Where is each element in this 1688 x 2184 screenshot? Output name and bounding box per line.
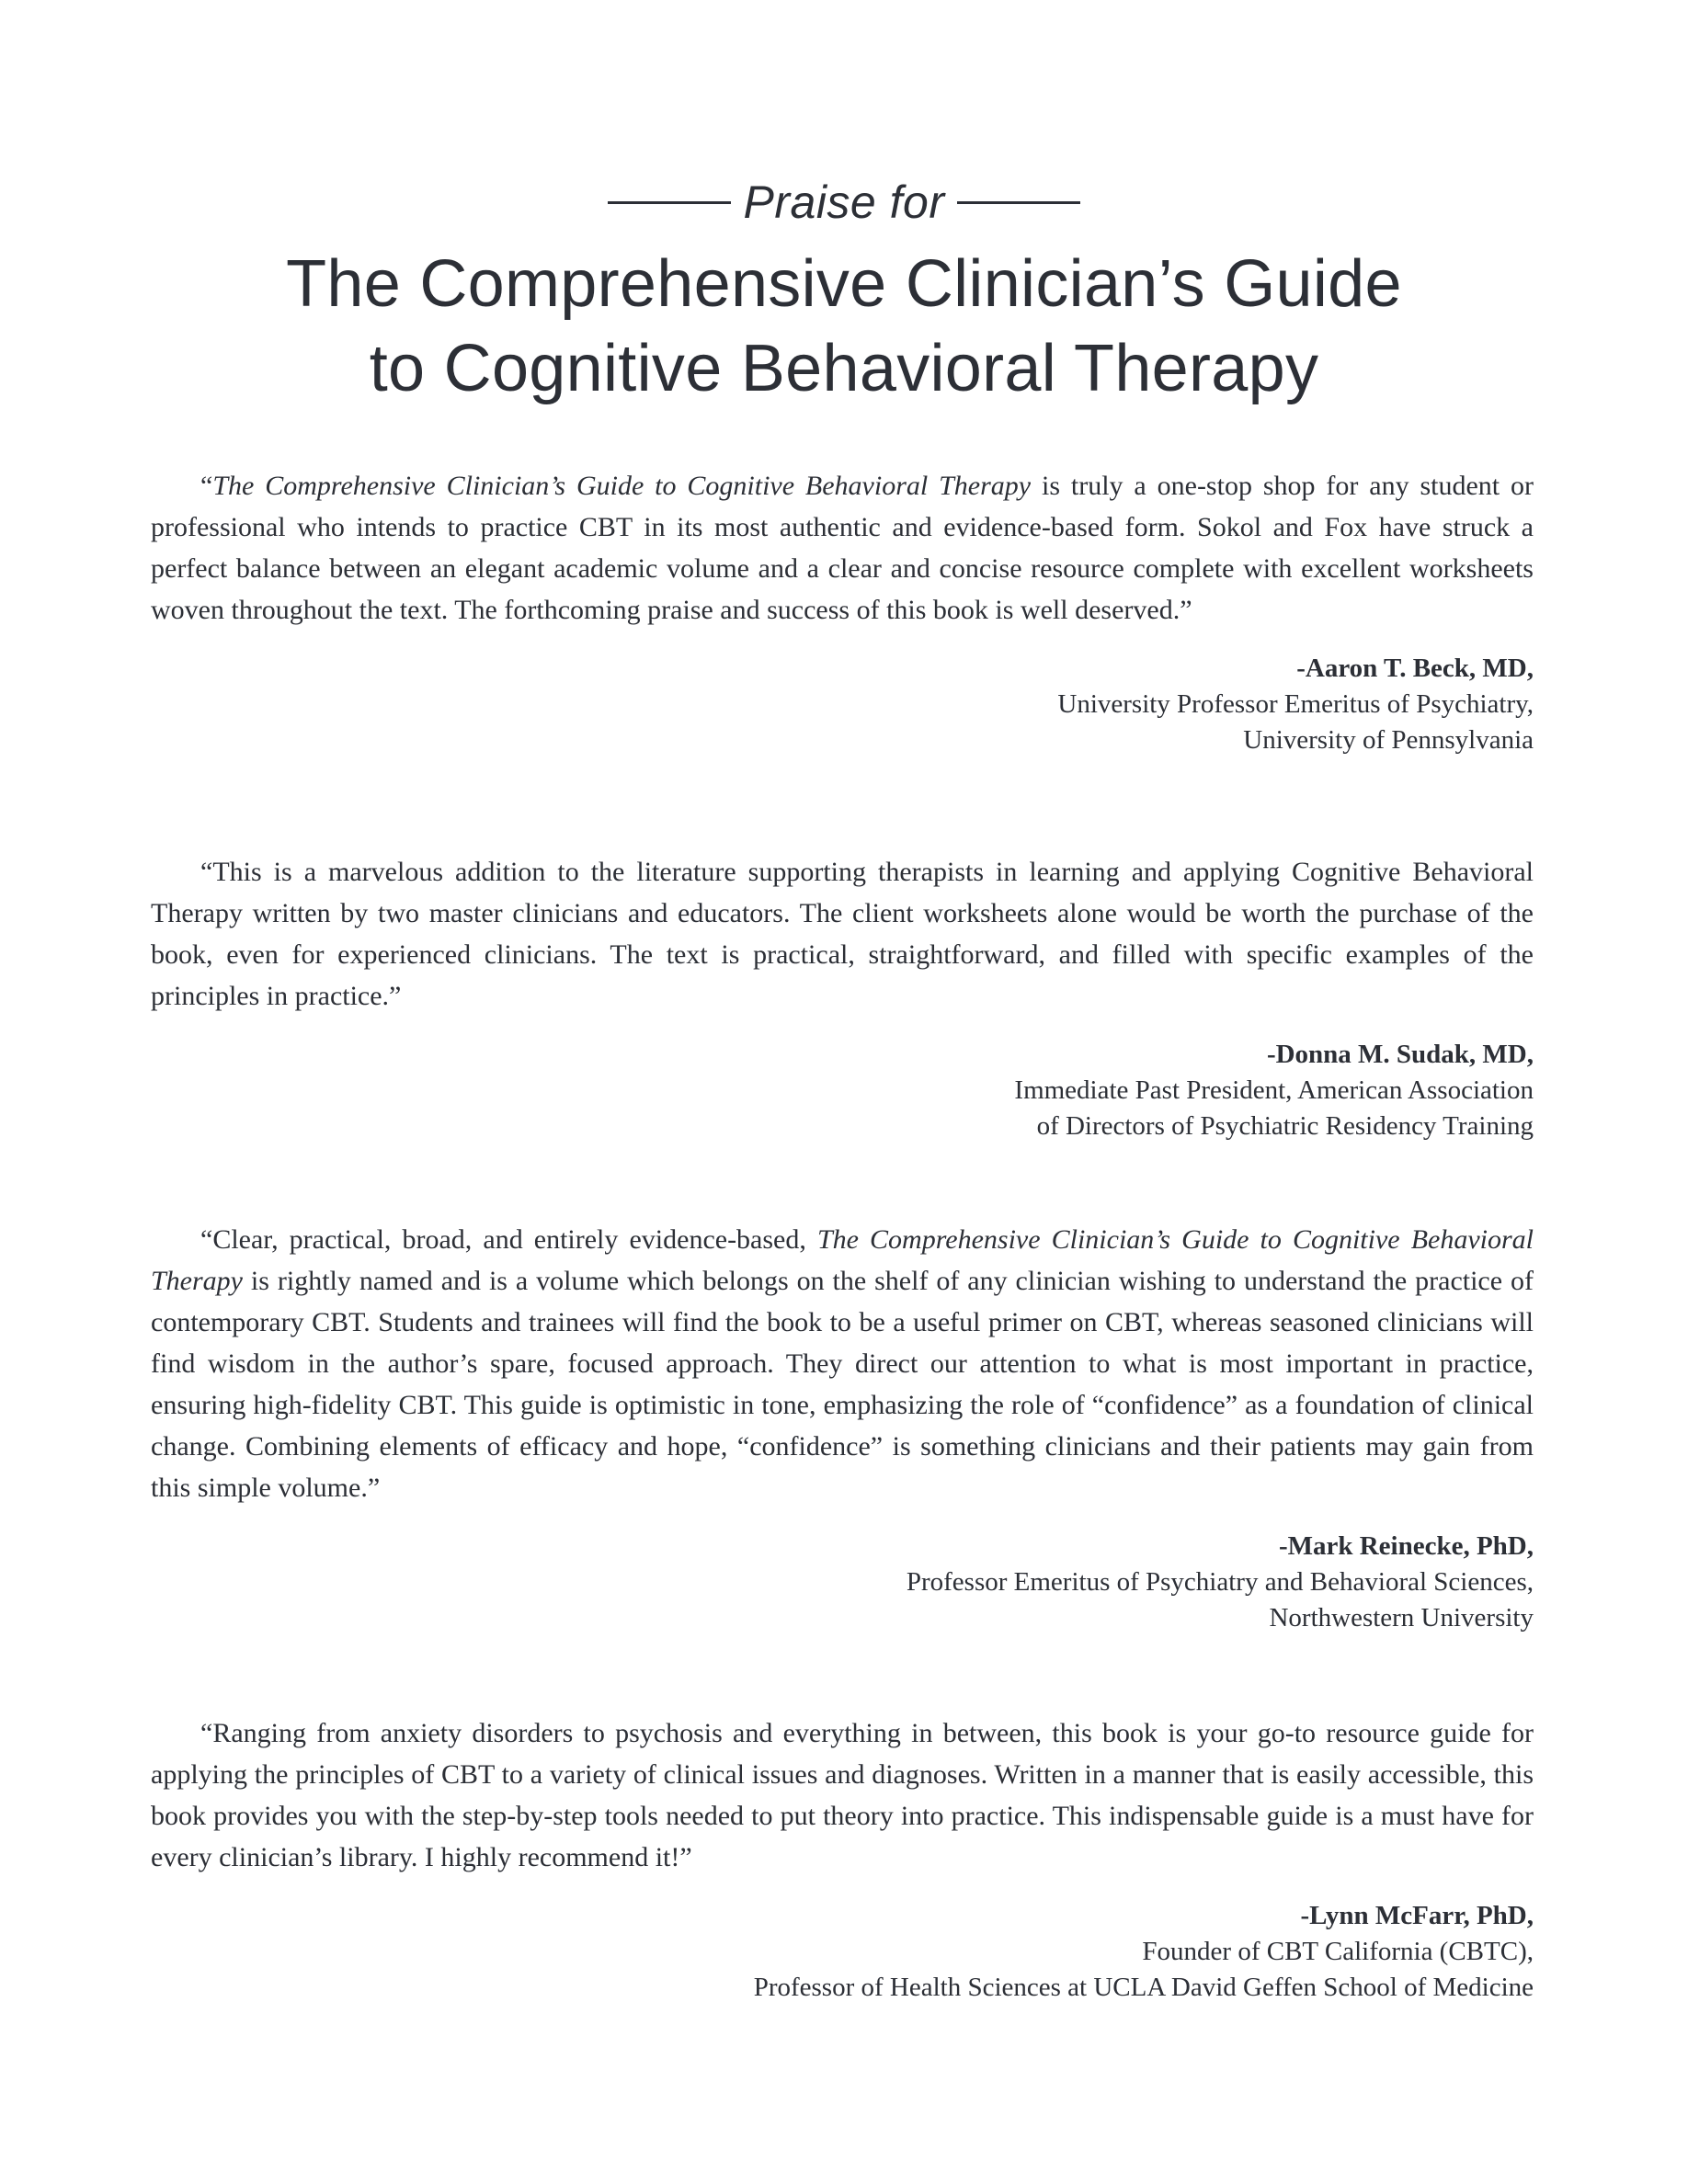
- quote-book-title: The Comprehensive Clinician’s Guide to Cognitive Behavioral Therapy: [212, 471, 1032, 501]
- quote-body: “This is a marvelous addition to the literature supporting therapists in learning and applying Cognitive Behavioral Therapy written by two master clinicians and educators. The client worksheets alone would be worth the purchase of the book, even for experienced clinicians. The text is practical, straightforward, and filled with specific examples of the principles in practice.”: [151, 857, 1534, 1011]
- quote-body: is truly a one-stop shop for any student or professional who intends to practice CBT in its most authentic and evidence-based form. Sokol and Fox have struck a perfect balance between an elegant academic volume and a clear and concise resource complete with excellent worksheets woven throughout the text. The forthcoming praise and success of this book is well deserved.”: [151, 471, 1534, 625]
- author-affiliation: Professor of Health Sciences at UCLA David Geffen School of Medicine: [753, 1973, 1534, 2002]
- testimonial-sudak: [151, 851, 1534, 1144]
- author-affiliation: Immediate Past President, American Association: [1014, 1075, 1534, 1105]
- author-affiliation: Founder of CBT California (CBTC),: [1142, 1937, 1534, 1966]
- book-title-line-2: to Cognitive Behavioral Therapy: [369, 332, 1319, 405]
- testimonial-attribution: [151, 651, 1534, 758]
- left-rule: [608, 201, 731, 204]
- author-affiliation: Professor Emeritus of Psychiatry and Behavioral Sciences,: [906, 1567, 1534, 1597]
- testimonial-reinecke: [151, 1219, 1534, 1636]
- testimonial-quote: [151, 851, 1534, 1017]
- quote-book-title: The Comprehensive Clinician’s Guide to Cognitive Behavioral Therapy: [151, 1224, 1534, 1296]
- author-name: -Lynn McFarr, PhD,: [1300, 1901, 1534, 1930]
- author-affiliation: University Professor Emeritus of Psychiatry,: [1057, 689, 1534, 719]
- book-title: [0, 242, 1688, 411]
- page-header: [0, 170, 1688, 411]
- author-name: -Aaron T. Beck, MD,: [1296, 654, 1534, 683]
- author-affiliation: of Directors of Psychiatric Residency Training: [1036, 1111, 1534, 1141]
- testimonial-quote: [151, 465, 1534, 631]
- testimonial-quote: [151, 1712, 1534, 1878]
- testimonial-attribution: [151, 1037, 1534, 1144]
- praise-for-line: [0, 170, 1688, 234]
- quote-body: is rightly named and is a volume which belongs on the shelf of any clinician wishing to understand the practice of contemporary CBT. Students and trainees will find the book to be a useful primer on CBT, whereas seasoned clinicians will find wisdom in the author’s spare, focused approach. They direct our attention to what is most important in practice, ensuring high-fidelity CBT. This guide is optimistic in tone, emphasizing the role of “confidence” as a foundation of clinical change. Combining elements of efficacy and hope, “confidence” is something clinicians and their patients may gain from this simple volume.”: [151, 1266, 1534, 1503]
- testimonial-attribution: [151, 1898, 1534, 2006]
- author-name: -Donna M. Sudak, MD,: [1266, 1040, 1534, 1069]
- testimonial-beck: [151, 465, 1534, 758]
- testimonial-attribution: [151, 1529, 1534, 1636]
- author-name: -Mark Reinecke, PhD,: [1278, 1531, 1534, 1561]
- praise-for-label: Praise for: [743, 176, 945, 228]
- author-affiliation: University of Pennsylvania: [1243, 725, 1534, 755]
- author-affiliation: Northwestern University: [1269, 1603, 1534, 1632]
- testimonial-quote: [151, 1219, 1534, 1508]
- right-rule: [957, 201, 1080, 204]
- quote-body: “Ranging from anxiety disorders to psychosis and everything in between, this book is your go-to resource guide for applying the principles of CBT to a variety of clinical issues and diagnoses. Written in a manner that is easily accessible, this book provides you with the step-by-step tools needed to put theory into practice. This indispensable guide is a must have for every clinician’s library. I highly recommend it!”: [151, 1718, 1534, 1872]
- quote-prefix: “Clear, practical, broad, and entirely evidence-based,: [200, 1224, 817, 1255]
- testimonial-mcfarr: [151, 1712, 1534, 2006]
- book-title-line-1: The Comprehensive Clinician’s Guide: [286, 247, 1402, 321]
- quote-open-mark: “: [200, 471, 213, 501]
